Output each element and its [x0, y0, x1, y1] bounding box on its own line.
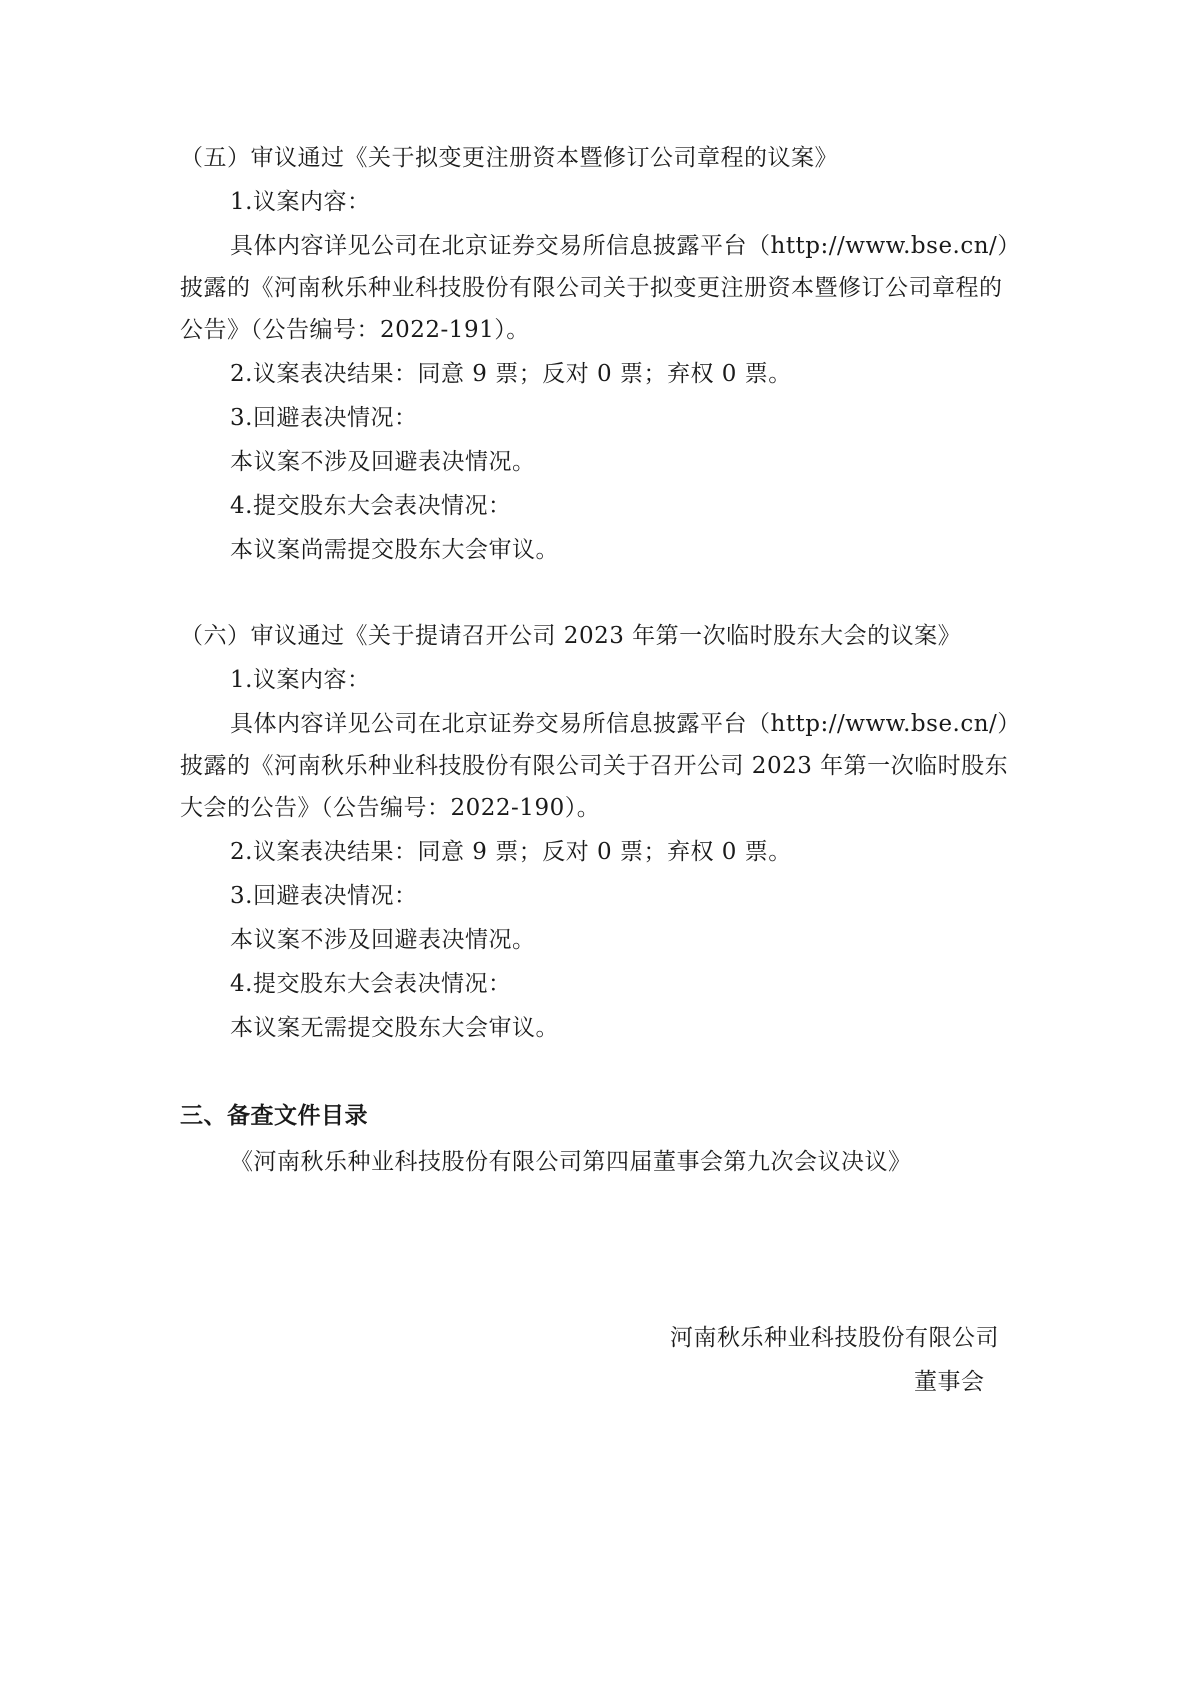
section-five-title: （五）审议通过《关于拟变更注册资本暨修订公司章程的议案》 — [180, 145, 838, 171]
section-three-heading: 三、备查文件目录 — [180, 1103, 368, 1129]
section-five-vote-result: 2.议案表决结果：同意 9 票；反对 0 票；弃权 0 票。 — [230, 361, 792, 387]
section-six-content-line-1: 具体内容详见公司在北京证券交易所信息披露平台（http://www.bse.cn/） — [230, 711, 1021, 737]
section-six-recusal-text: 本议案不涉及回避表决情况。 — [230, 927, 536, 953]
section-six-content-line-3: 大会的公告》（公告编号：2022-190）。 — [180, 795, 601, 821]
section-five-content-line-2: 披露的《河南秋乐种业科技股份有限公司关于拟变更注册资本暨修订公司章程的 — [180, 275, 1003, 301]
section-six-title: （六）审议通过《关于提请召开公司 2023 年第一次临时股东大会的议案》 — [180, 623, 962, 649]
section-six-vote-result: 2.议案表决结果：同意 9 票；反对 0 票；弃权 0 票。 — [230, 839, 792, 865]
section-six-content-line-2: 披露的《河南秋乐种业科技股份有限公司关于召开公司 2023 年第一次临时股东 — [180, 753, 1009, 779]
section-six-submit-label: 4.提交股东大会表决情况： — [230, 971, 512, 997]
section-five-recusal-label: 3.回避表决情况： — [230, 405, 418, 431]
signature-company: 河南秋乐种业科技股份有限公司 — [670, 1325, 999, 1351]
section-six-recusal-label: 3.回避表决情况： — [230, 883, 418, 909]
section-five-submit-text: 本议案尚需提交股东大会审议。 — [230, 537, 559, 563]
section-five-content-label: 1.议案内容： — [230, 189, 371, 215]
signature-board: 董事会 — [914, 1369, 985, 1395]
section-three-item: 《河南秋乐种业科技股份有限公司第四届董事会第九次会议决议》 — [230, 1149, 912, 1175]
section-six-submit-text: 本议案无需提交股东大会审议。 — [230, 1015, 559, 1041]
section-five-content-line-1: 具体内容详见公司在北京证券交易所信息披露平台（http://www.bse.cn/） — [230, 233, 1021, 259]
section-five-submit-label: 4.提交股东大会表决情况： — [230, 493, 512, 519]
section-five-recusal-text: 本议案不涉及回避表决情况。 — [230, 449, 536, 475]
section-five-content-line-3: 公告》（公告编号：2022-191）。 — [180, 317, 530, 343]
section-six-content-label: 1.议案内容： — [230, 667, 371, 693]
